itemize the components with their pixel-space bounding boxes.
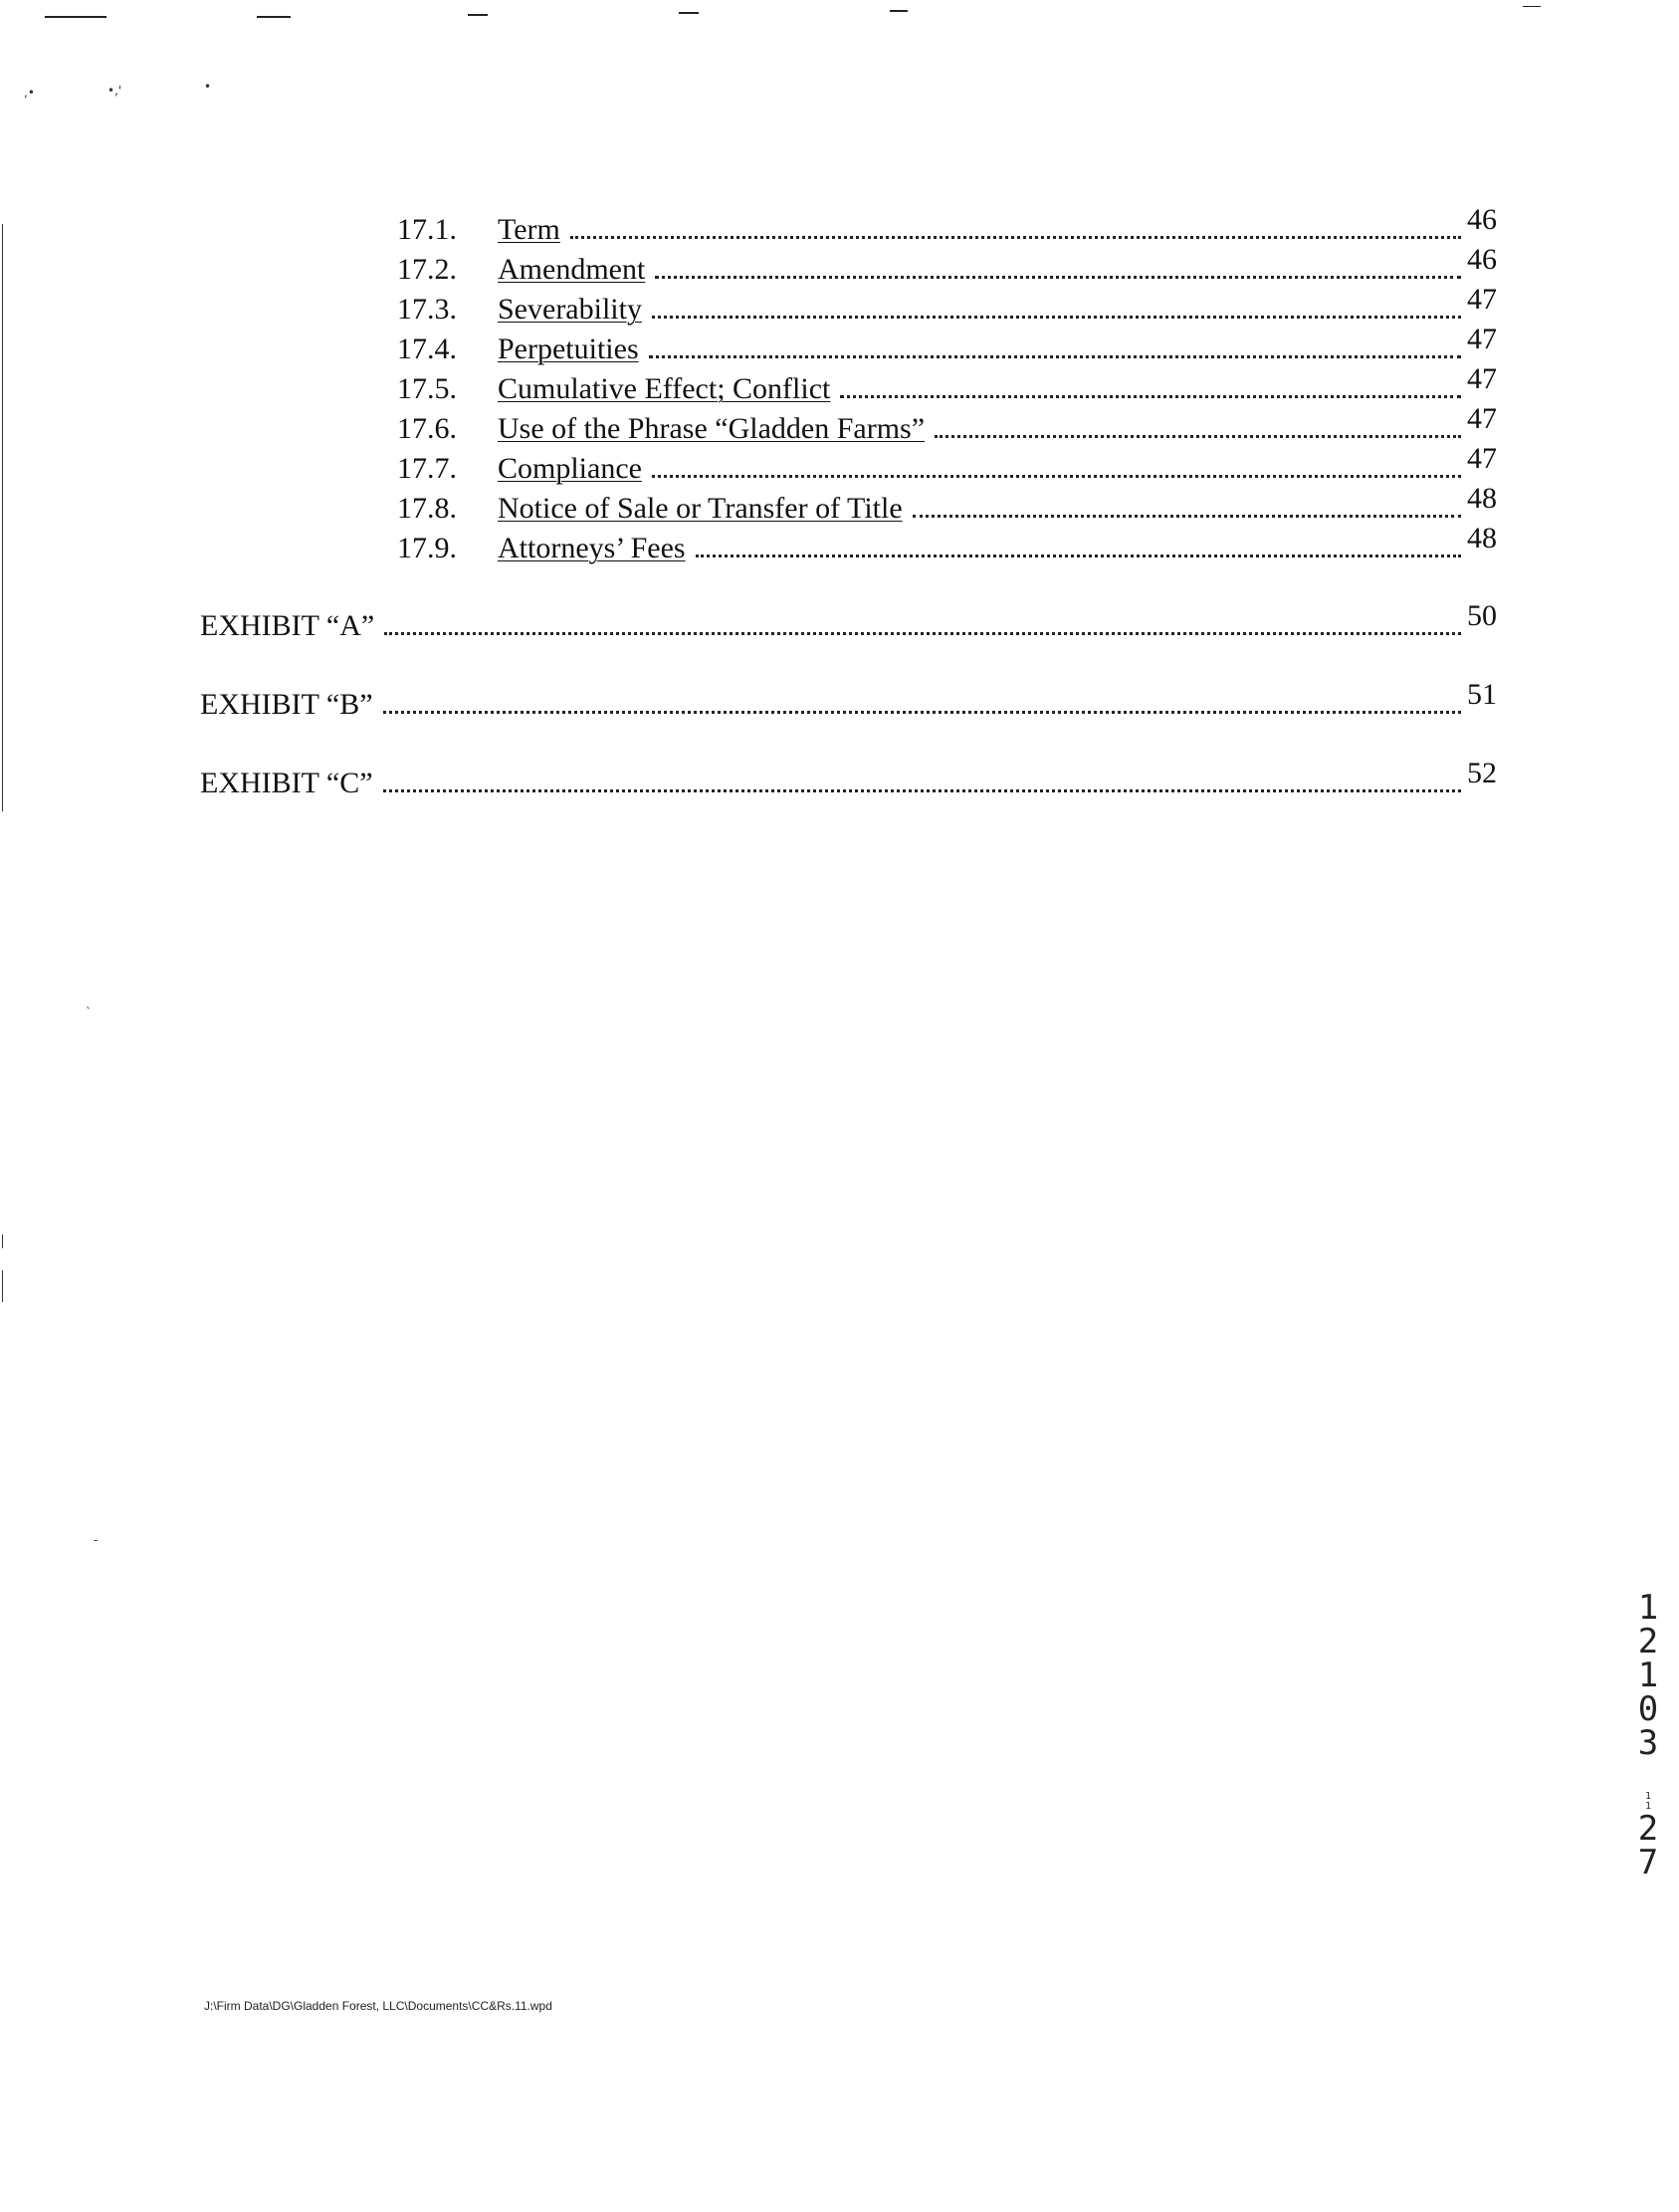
- toc-entry-17-8: [397, 482, 1497, 527]
- section-title-link[interactable]: Use of the Phrase “Gladden Farms”: [498, 412, 926, 445]
- toc-entry-17-7: [397, 442, 1497, 487]
- dot-leader: [384, 632, 1461, 635]
- page-number: 51: [1467, 678, 1497, 711]
- footer-file-path: J:\Firm Data\DG\Gladden Forest, LLC\Documents\CC&Rs.11.wpd: [204, 1999, 552, 2013]
- dot-leader: [913, 515, 1461, 518]
- scan-speck: -: [94, 1533, 99, 1547]
- stamp-digit: 0: [1637, 1689, 1659, 1729]
- dot-leader: [935, 435, 1461, 438]
- toc-entry-17-3: [397, 283, 1497, 328]
- stamp-digit: 2: [1637, 1809, 1659, 1849]
- scan-speck: •,': [107, 84, 122, 98]
- section-number: 17.8.: [397, 492, 457, 525]
- section-title-link[interactable]: Severability: [498, 293, 642, 326]
- toc-entry-exhibit-b: [200, 678, 1497, 723]
- dot-leader: [840, 395, 1461, 398]
- dot-leader: [652, 316, 1461, 319]
- toc-entry-17-2: [397, 243, 1497, 288]
- section-number: 17.4.: [397, 332, 457, 365]
- page-number: 47: [1467, 323, 1497, 355]
- section-number: 17.3.: [397, 293, 457, 326]
- page-number: 47: [1467, 402, 1497, 435]
- page-number: 47: [1467, 442, 1497, 475]
- dot-leader: [652, 475, 1461, 478]
- dot-leader: [383, 711, 1461, 714]
- section-number: 17.6.: [397, 412, 457, 445]
- page-number: 52: [1467, 757, 1497, 789]
- stamp-digit-small: 1: [1644, 1791, 1652, 1802]
- section-title-link[interactable]: Notice of Sale or Transfer of Title: [498, 492, 903, 525]
- toc-entry-17-9: [397, 522, 1497, 566]
- page-number: 46: [1467, 203, 1497, 236]
- toc-entry-17-4: [397, 323, 1497, 367]
- toc-entry-17-1: [397, 203, 1497, 248]
- section-number: 17.5.: [397, 372, 457, 405]
- section-title-link[interactable]: Compliance: [498, 452, 642, 485]
- section-number: 17.1.: [397, 213, 457, 246]
- page-number: 48: [1467, 522, 1497, 554]
- toc-entry-exhibit-a: [200, 599, 1497, 644]
- scan-speck: `: [86, 1005, 92, 1019]
- scan-edge-line: [2, 1270, 3, 1302]
- scan-speck: •: [204, 80, 212, 94]
- section-title-link[interactable]: Term: [498, 213, 560, 246]
- scan-speck: ,•: [24, 86, 35, 100]
- dot-leader: [696, 554, 1461, 557]
- toc-entry-17-5: [397, 362, 1497, 407]
- exhibit-title[interactable]: EXHIBIT “A”: [200, 609, 375, 642]
- section-number: 17.9.: [397, 532, 457, 564]
- section-number: 17.2.: [397, 253, 457, 286]
- page-number: 46: [1467, 243, 1497, 276]
- scan-mark: [257, 16, 291, 18]
- scan-mark: [890, 10, 908, 12]
- stamp-digit: 3: [1637, 1723, 1659, 1763]
- scan-mark: [1523, 6, 1541, 7]
- exhibit-title[interactable]: EXHIBIT “B”: [200, 688, 373, 721]
- toc-entry-17-6: [397, 402, 1497, 447]
- scan-mark: [679, 12, 699, 14]
- stamp-digit: 7: [1637, 1843, 1659, 1882]
- section-title-link[interactable]: Attorneys’ Fees: [498, 532, 686, 564]
- recording-stamp: [1628, 1588, 1668, 1763]
- exhibit-title[interactable]: EXHIBIT “C”: [200, 767, 373, 799]
- page-number: 47: [1467, 362, 1497, 395]
- stamp-digit: 2: [1637, 1622, 1659, 1661]
- dot-leader: [649, 355, 1461, 358]
- scan-mark: [45, 16, 106, 18]
- page-number: 47: [1467, 283, 1497, 316]
- dot-leader: [383, 789, 1461, 792]
- dot-leader: [655, 276, 1461, 279]
- toc-entry-exhibit-c: [200, 757, 1497, 801]
- dot-leader: [570, 236, 1461, 239]
- stamp-digit-small: 1: [1644, 1801, 1652, 1812]
- stamp-digit: 1: [1637, 1656, 1659, 1695]
- scan-edge-line: [2, 1234, 3, 1248]
- page-number: 50: [1467, 599, 1497, 632]
- section-title-link[interactable]: Cumulative Effect; Conflict: [498, 372, 831, 405]
- page-number: 48: [1467, 482, 1497, 515]
- stamp-digit: 1: [1637, 1588, 1659, 1628]
- scan-mark: [468, 14, 488, 16]
- section-title-link[interactable]: Amendment: [498, 253, 646, 286]
- scan-edge-line: [2, 224, 3, 811]
- recording-stamp-lower: [1628, 1792, 1668, 1880]
- section-number: 17.7.: [397, 452, 457, 485]
- section-title-link[interactable]: Perpetuities: [498, 332, 639, 365]
